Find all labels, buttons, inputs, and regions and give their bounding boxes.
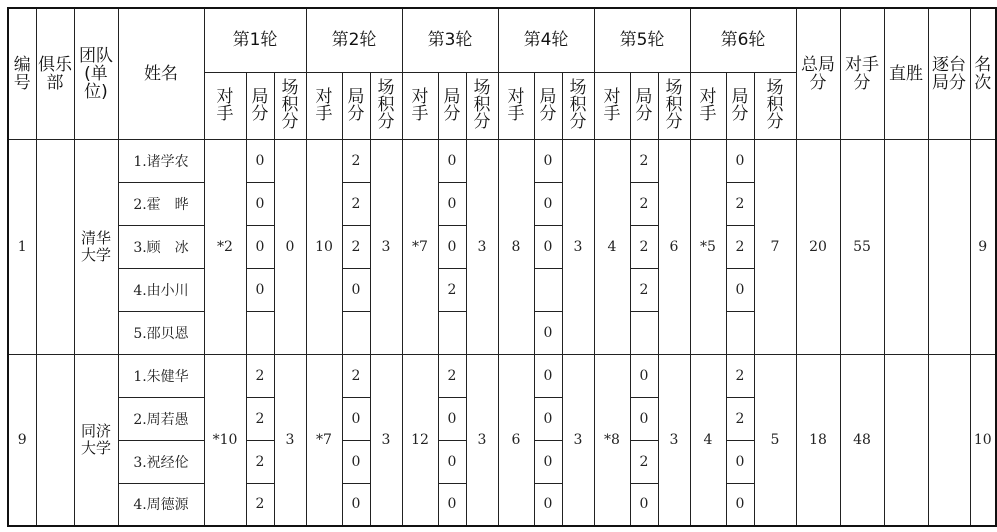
game-score: 2 [726,225,754,268]
game-score: 0 [534,440,562,483]
header-opp: 对 手 [498,72,534,139]
game-score: 2 [438,354,466,397]
game-score: 0 [342,483,370,526]
round-opponent: *7 [402,139,438,354]
game-score: 0 [438,440,466,483]
header-games: 局 分 [534,72,562,139]
game-score: 0 [438,483,466,526]
game-score: 2 [630,182,658,225]
player-name: 4.周德源 [118,483,204,526]
player-name: 1.诸学农 [118,139,204,182]
header-match-pts: 场 积 分 [562,72,594,139]
team-no: 9 [8,354,36,526]
game-score: 0 [438,139,466,182]
board-points [928,139,970,354]
game-score: 0 [342,440,370,483]
game-score: 0 [726,440,754,483]
game-score: 2 [342,225,370,268]
game-score [438,311,466,354]
game-score: 0 [438,225,466,268]
header-opp: 对 手 [690,72,726,139]
team-club [36,354,74,526]
round-match-points: 3 [658,354,690,526]
game-score: 0 [246,182,274,225]
game-score: 0 [534,311,562,354]
game-score: 0 [534,139,562,182]
game-score: 0 [342,268,370,311]
header-match-pts: 场 积 分 [466,72,498,139]
header-team: 团队 (单 位) [74,8,118,139]
round-opponent: *2 [204,139,246,354]
header-games: 局 分 [246,72,274,139]
round-opponent: *7 [306,354,342,526]
header-name: 姓名 [118,8,204,139]
game-score: 2 [246,354,274,397]
header-match-pts: 场 积 分 [754,72,796,139]
game-score: 2 [246,440,274,483]
header-no: 编 号 [8,8,36,139]
round-match-points: 3 [562,354,594,526]
team-name: 清华 大学 [74,139,118,354]
team-name: 同济 大学 [74,354,118,526]
header-opp: 对 手 [204,72,246,139]
game-score: 2 [630,268,658,311]
round-match-points: 6 [658,139,690,354]
player-name: 5.邵贝恩 [118,311,204,354]
header-opp-score: 对手 分 [840,8,884,139]
header-match-pts: 场 积 分 [658,72,690,139]
header-round-1: 第1轮 [204,8,306,72]
header-games: 局 分 [726,72,754,139]
header-board-pts: 逐台 局分 [928,8,970,139]
player-name: 1.朱健华 [118,354,204,397]
team-no: 1 [8,139,36,354]
header-opp: 对 手 [594,72,630,139]
header-match-pts: 场 积 分 [274,72,306,139]
total-games: 20 [796,139,840,354]
player-name: 3.顾 冰 [118,225,204,268]
game-score: 0 [246,225,274,268]
round-match-points: 3 [466,354,498,526]
head-to-head [884,354,928,526]
round-opponent: 12 [402,354,438,526]
game-score: 0 [726,268,754,311]
round-match-points: 7 [754,139,796,354]
header-rank: 名次 [970,8,996,139]
game-score: 0 [726,483,754,526]
game-score: 2 [246,397,274,440]
game-score: 2 [726,354,754,397]
header-match-pts: 场 积 分 [370,72,402,139]
round-match-points: 3 [466,139,498,354]
round-opponent: 4 [594,139,630,354]
game-score: 2 [342,139,370,182]
game-score: 2 [438,268,466,311]
header-round-4: 第4轮 [498,8,594,72]
header-opp: 对 手 [306,72,342,139]
header-total: 总局 分 [796,8,840,139]
game-score: 0 [534,397,562,440]
game-score: 0 [726,139,754,182]
standings-table [7,7,997,527]
player-name: 2.霍 晔 [118,182,204,225]
round-opponent: *10 [204,354,246,526]
game-score: 0 [438,397,466,440]
round-opponent: 8 [498,139,534,354]
game-score: 0 [630,397,658,440]
header-opp: 对 手 [402,72,438,139]
round-opponent: 4 [690,354,726,526]
header-h2h: 直胜 [884,8,928,139]
game-score [342,311,370,354]
round-match-points: 3 [370,354,402,526]
game-score: 0 [246,268,274,311]
game-score: 0 [630,354,658,397]
game-score [246,311,274,354]
player-name: 2.周若愚 [118,397,204,440]
header-games: 局 分 [630,72,658,139]
game-score: 2 [246,483,274,526]
round-match-points: 3 [370,139,402,354]
game-score [630,311,658,354]
game-score: 0 [534,483,562,526]
team-rank: 10 [970,354,996,526]
game-score [726,311,754,354]
game-score: 0 [630,483,658,526]
game-score: 2 [726,182,754,225]
head-to-head [884,139,928,354]
game-score [534,268,562,311]
game-score: 2 [726,397,754,440]
game-score: 0 [246,139,274,182]
round-match-points: 0 [274,139,306,354]
header-games: 局 分 [438,72,466,139]
game-score: 0 [342,397,370,440]
player-name: 3.祝经伦 [118,440,204,483]
round-opponent: 6 [498,354,534,526]
header-games: 局 分 [342,72,370,139]
round-match-points: 3 [274,354,306,526]
opponent-score: 48 [840,354,884,526]
game-score: 0 [534,182,562,225]
game-score: 2 [630,225,658,268]
header-round-2: 第2轮 [306,8,402,72]
game-score: 2 [630,440,658,483]
team-rank: 9 [970,139,996,354]
game-score: 2 [630,139,658,182]
player-row [8,354,996,397]
round-match-points: 5 [754,354,796,526]
header-round-3: 第3轮 [402,8,498,72]
game-score: 0 [438,182,466,225]
player-name: 4.由小川 [118,268,204,311]
game-score: 2 [342,182,370,225]
total-games: 18 [796,354,840,526]
round-opponent: *8 [594,354,630,526]
header-round-5: 第5轮 [594,8,690,72]
player-row [8,139,996,182]
opponent-score: 55 [840,139,884,354]
header-round-6: 第6轮 [690,8,796,72]
team-club [36,139,74,354]
header-club: 俱乐 部 [36,8,74,139]
game-score: 0 [534,225,562,268]
round-opponent: 10 [306,139,342,354]
round-opponent: *5 [690,139,726,354]
board-points [928,354,970,526]
game-score: 2 [342,354,370,397]
standings-sheet [7,7,997,527]
round-match-points: 3 [562,139,594,354]
game-score: 0 [534,354,562,397]
